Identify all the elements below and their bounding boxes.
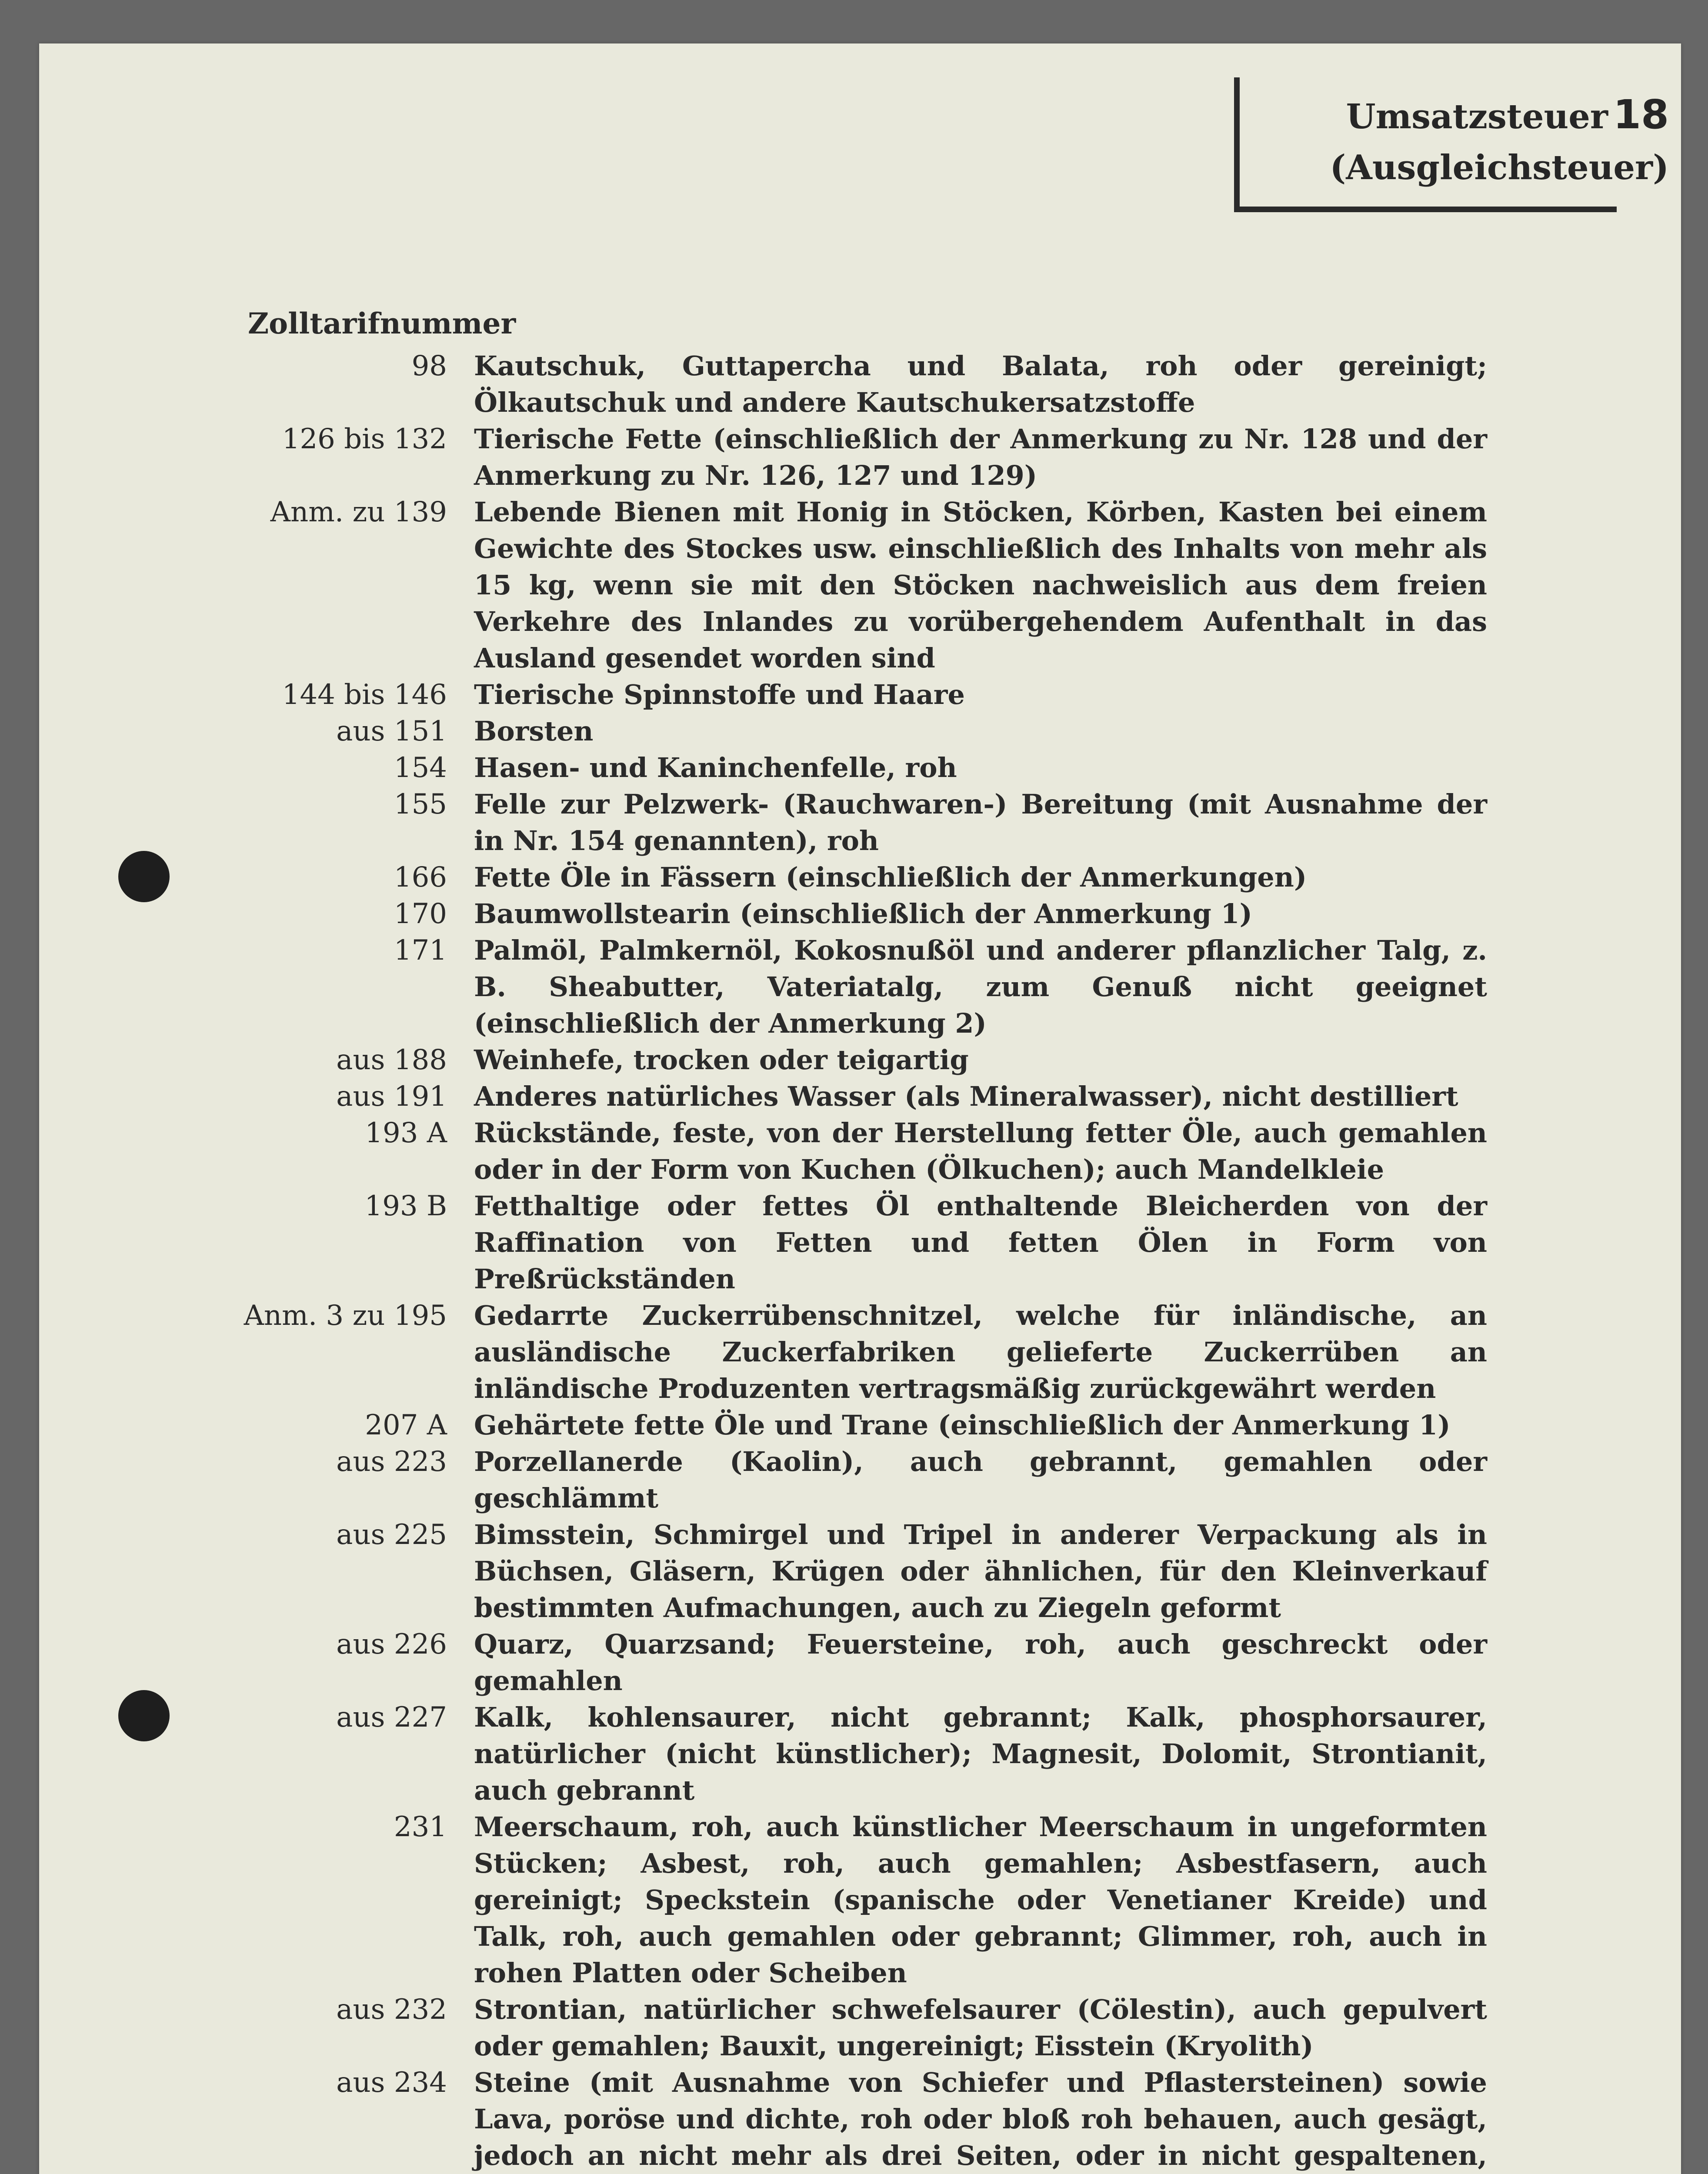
tariff-description: Kautschuk, Guttapercha und Balata, roh oder gereinigt; Ölkautschuk und andere Kautschukersatzstoffe [474,350,1487,418]
tariff-entry [0,677,1708,713]
tariff-number: aus 226 [336,1628,447,1661]
tariff-description: Rückstände, feste, von der Herstellung fetter Öle, auch gemahlen oder in der Form von Kuchen (Ölkuchen); auch Mandelkleie [474,1117,1487,1185]
tariff-number: 193 B [364,1190,447,1222]
tariff-entry [0,1626,1708,1699]
tariff-description: Lebende Bienen mit Honig in Stöcken, Körben, Kasten bei einem Gewichte des Stockes usw. einschließlich des Inhalts von mehr als 15 kg, wenn sie mit den Stöcken nachweislich aus dem freien Verkehre des Inlandes zu vorübergehendem Aufenthalt in das Ausland gesendet worden sind [474,496,1487,674]
tariff-number: aus 223 [336,1446,447,1478]
tariff-number: 166 [394,861,447,894]
tariff-description: Gehärtete fette Öle und Trane (einschließlich der Anmerkung 1) [474,1409,1451,1441]
tariff-number: 144 bis 146 [282,679,447,711]
header-subtitle: (Ausgleichsteuer) [1330,148,1669,187]
header-title [1346,91,1669,138]
tariff-description: Gedarrte Zuckerrübenschnitzel, welche für inländische, an ausländische Zuckerfabriken gelieferte Zuckerrüben an inländische Produzenten vertragsmäßig zurückgewährt werden [474,1300,1487,1404]
tariff-entry [0,896,1708,932]
tariff-entry [0,713,1708,750]
tariff-description: Tierische Fette (einschließlich der Anmerkung zu Nr. 128 und der Anmerkung zu Nr. 126, 127 und 129) [474,423,1487,491]
tariff-entry [0,1115,1708,1188]
tariff-entry [0,1188,1708,1297]
tariff-number: aus 188 [336,1044,447,1076]
tariff-description: Tierische Spinnstoffe und Haare [474,679,965,710]
tariff-entry [0,2064,1708,2174]
tariff-description: Anderes natürliches Wasser (als Mineralwasser), nicht destilliert [474,1080,1458,1112]
tariff-entry [0,1297,1708,1407]
tariff-description: Fette Öle in Fässern (einschließlich der Anmerkungen) [474,861,1307,893]
tariff-entry [0,494,1708,677]
tariff-number: 171 [394,934,447,967]
tariff-entry [0,1809,1708,1991]
tariff-number: 193 A [365,1117,447,1149]
tariff-entry [0,1991,1708,2064]
tariff-entry [0,1042,1708,1078]
tariff-entry [0,786,1708,859]
tariff-description: Kalk, kohlensaurer, nicht gebrannt; Kalk, phosphorsaurer, natürlicher (nicht künstlicher); Magnesit, Dolomit, Strontianit, auch gebrannt [474,1701,1487,1806]
tariff-entry [0,859,1708,896]
tariff-description: Hasen- und Kaninchenfelle, roh [474,752,957,784]
tariff-number: aus 225 [336,1519,447,1551]
tariff-description: Strontian, natürlicher schwefelsaurer (Cölestin), auch gepulvert oder gemahlen; Bauxit, ungereinigt; Eisstein (Kryolith) [474,1994,1487,2062]
tariff-number: Anm. zu 139 [270,496,447,528]
tariff-entry [0,932,1708,1042]
tariff-list [0,348,1708,2174]
tariff-number: 98 [411,350,447,382]
tariff-entry [0,1444,1708,1517]
tariff-description: Steine (mit Ausnahme von Schiefer und Pflastersteinen) sowie Lava, poröse und dichte, roh oder bloß roh behauen, auch gesägt, jedoch an nicht mehr als drei Seiten, oder in nicht gespaltenen, [474,2067,1487,2171]
tariff-number: aus 151 [336,715,447,747]
tariff-entry [0,1078,1708,1115]
tariff-description: Bimsstein, Schmirgel und Tripel in anderer Verpackung als in Büchsen, Gläsern, Krügen oder ähnlichen, für den Kleinverkauf bestimmten Aufmachungen, auch zu Ziegeln geformt [474,1519,1487,1624]
tariff-entry [0,348,1708,421]
tariff-number: aus 232 [336,1994,447,2026]
tariff-entry [0,1699,1708,1809]
column-heading: Zolltarifnummer [248,307,516,340]
tariff-description: Baumwollstearin (einschließlich der Anmerkung 1) [474,898,1252,930]
tariff-number: aus 234 [336,2067,447,2099]
tariff-number: aus 227 [336,1701,447,1734]
tariff-entry [0,1517,1708,1626]
tariff-number: 126 bis 132 [282,423,447,455]
tariff-number: aus 191 [336,1080,447,1113]
header-title-text: Umsatzsteuer [1346,97,1608,137]
tariff-description: Weinhefe, trocken oder teigartig [474,1044,969,1076]
tariff-entry [0,421,1708,494]
tariff-entry [0,750,1708,786]
tariff-number: 170 [394,898,447,930]
tariff-description: Porzellanerde (Kaolin), auch gebrannt, gemahlen oder geschlämmt [474,1446,1487,1514]
tariff-description: Felle zur Pelzwerk- (Rauchwaren-) Bereitung (mit Ausnahme der in Nr. 154 genannten), roh [474,788,1487,857]
tariff-number: 155 [394,788,447,820]
tariff-description: Quarz, Quarzsand; Feuersteine, roh, auch geschreckt oder gemahlen [474,1628,1487,1697]
tariff-description: Fetthaltige oder fettes Öl enthaltende Bleicherden von der Raffination von Fetten und fetten Ölen in Form von Preßrückständen [474,1190,1487,1295]
tariff-number: 207 A [365,1409,447,1441]
tariff-description: Borsten [474,715,594,747]
tariff-number: Anm. 3 zu 195 [244,1300,447,1332]
tariff-entry [0,1407,1708,1444]
tariff-number: 154 [394,752,447,784]
tariff-number: 231 [394,1811,447,1843]
tariff-description: Palmöl, Palmkernöl, Kokosnußöl und anderer pflanzlicher Talg, z. B. Sheabutter, Vateriatalg, zum Genuß nicht geeignet (einschließlich der Anmerkung 2) [474,934,1487,1039]
header-number: 18 [1613,91,1669,138]
tariff-description: Meerschaum, roh, auch künstlicher Meerschaum in ungeformten Stücken; Asbest, roh, auch gemahlen; Asbestfasern, auch gereinigt; Speckstein (spanische oder Venetianer Kreide) und Talk, roh, auch gemahlen oder gebrannt; Glimmer, roh, auch in rohen Platten oder Scheiben [474,1811,1487,1989]
